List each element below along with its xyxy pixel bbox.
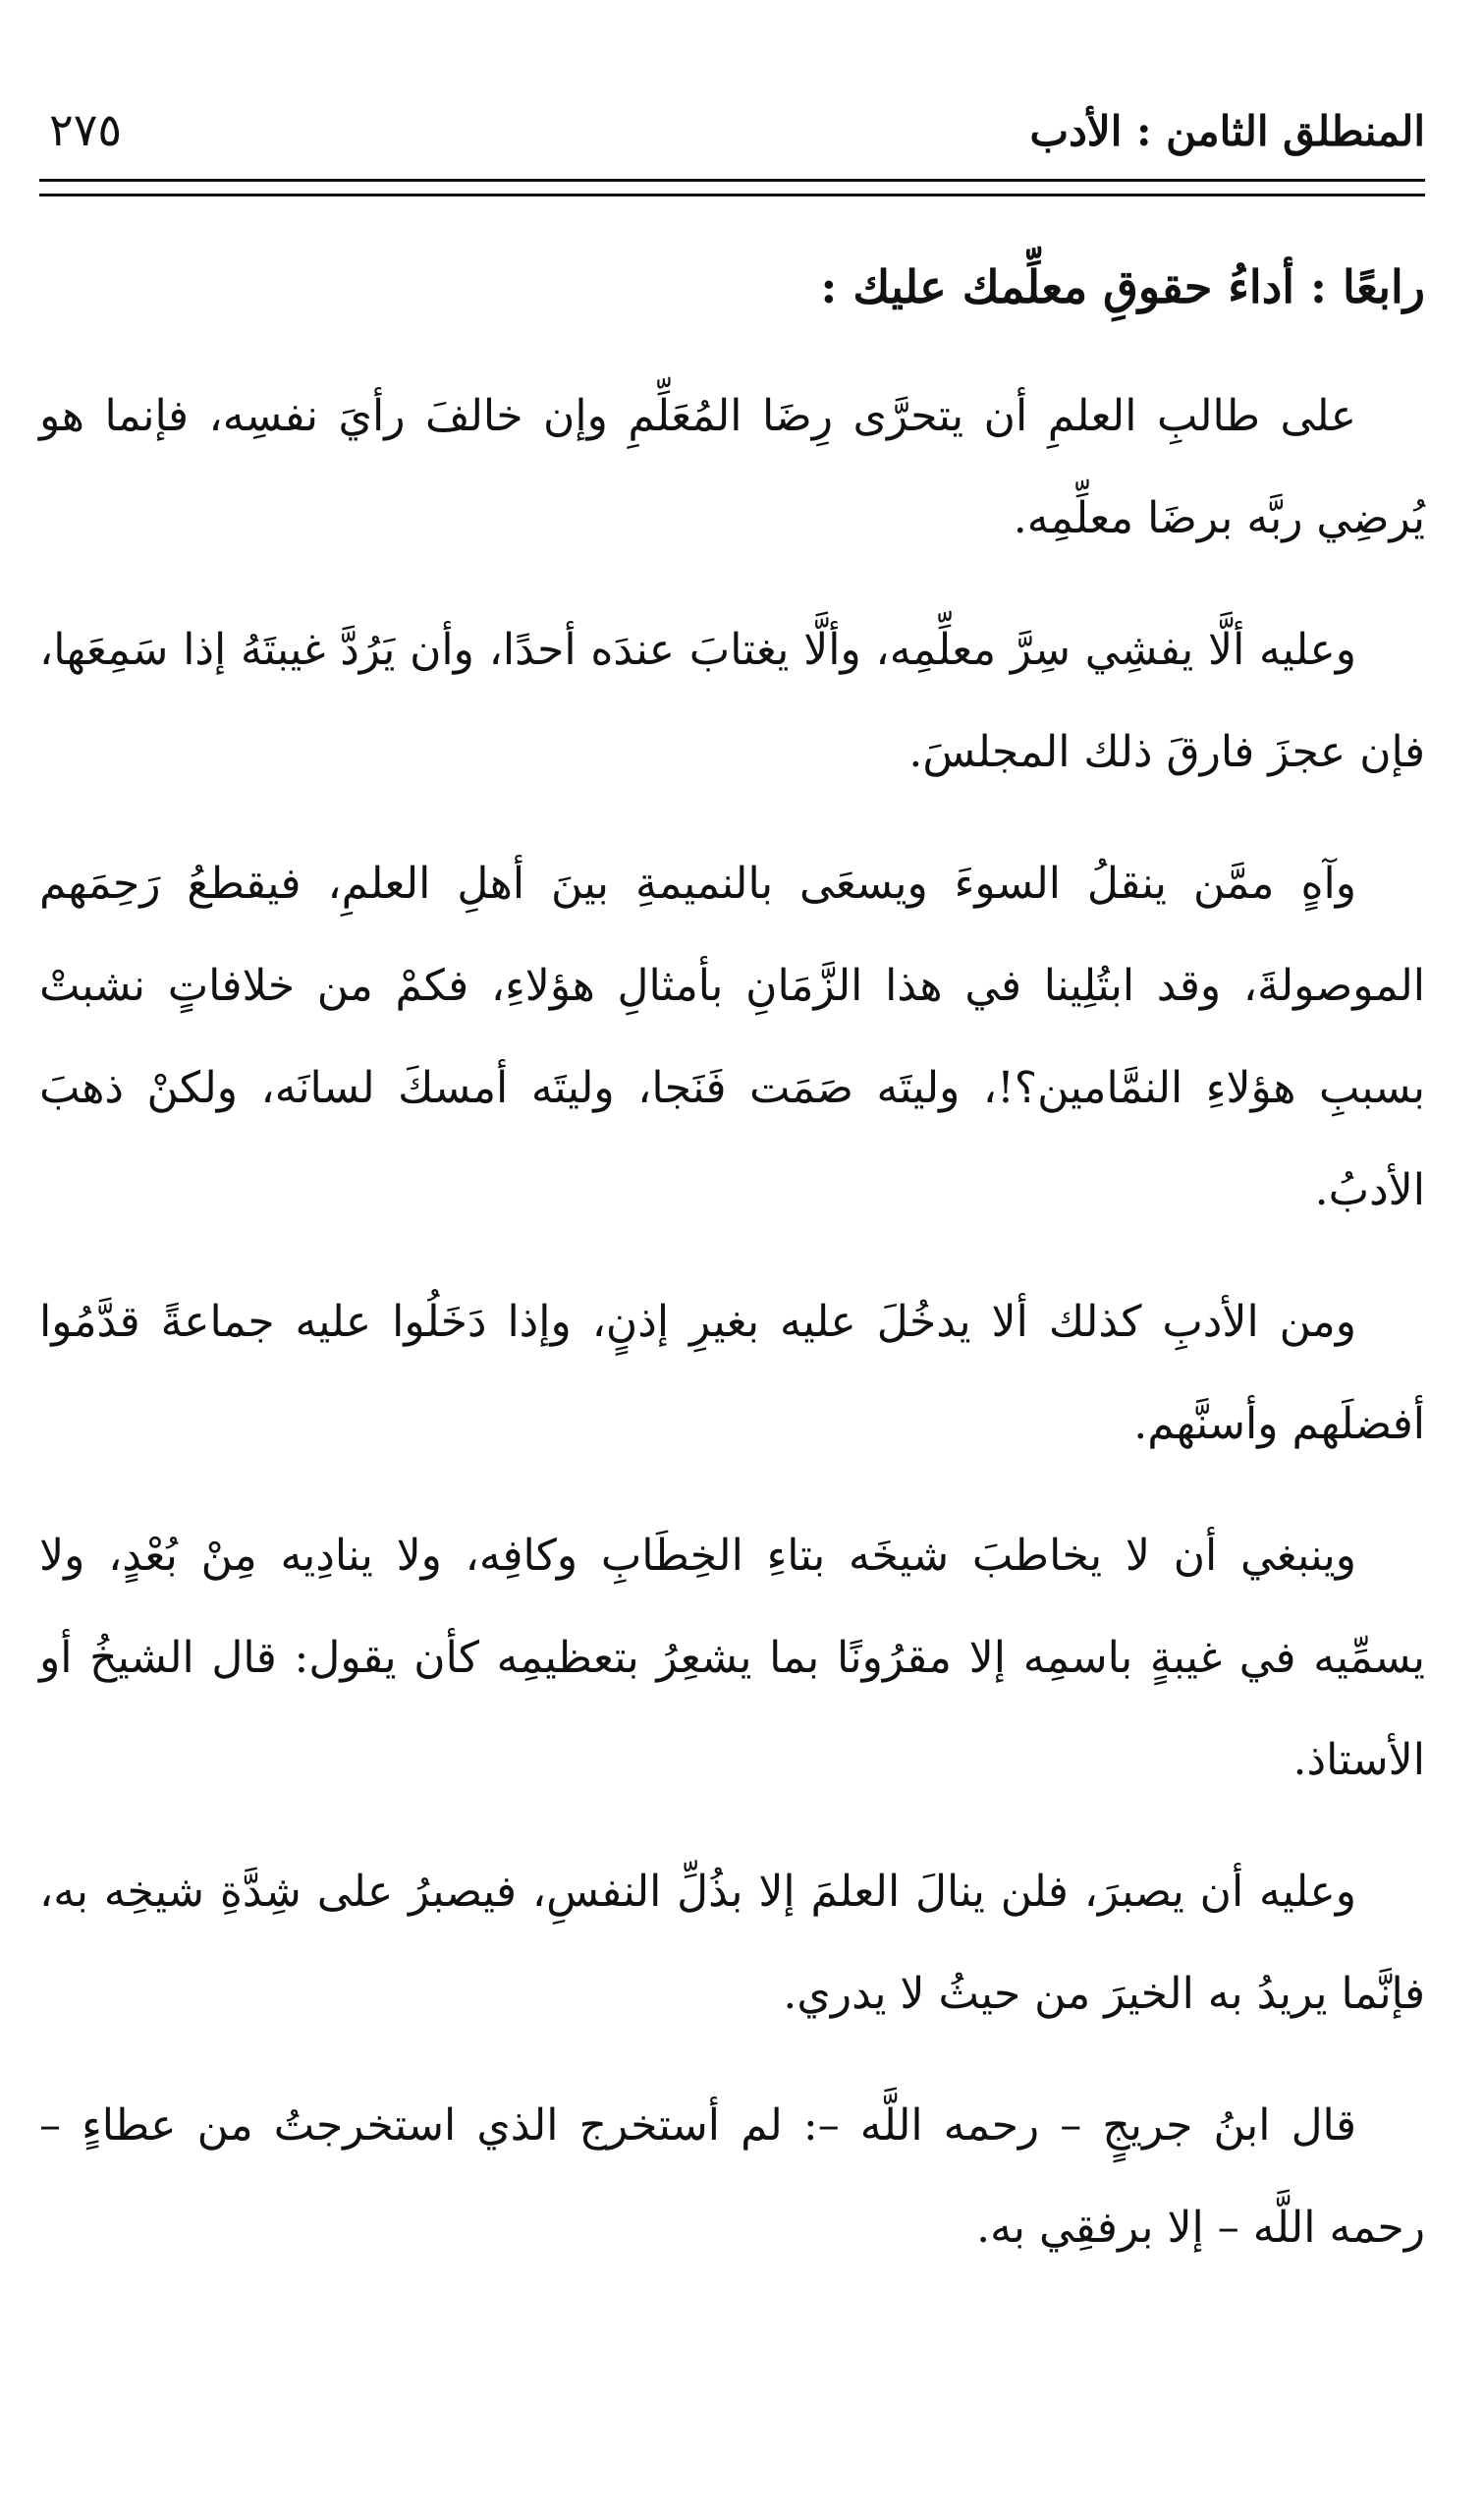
section-heading: رابعًا : أداءُ حقوقِ معلِّمك عليك : (820, 260, 1425, 313)
paragraph-6: وعليه أن يصبرَ، فلن ينالَ العلمَ إلا بذُلِّ النفسِ، فيصبرُ على شِدَّةِ شيخِه به، فإنَّما يريدُ به الخيرَ من حيثُ لا يدري. (39, 1867, 1425, 2020)
page-body (39, 255, 1425, 2309)
paragraph-4: ومن الأدبِ كذلك ألا يدخُلَ عليه بغيرِ إذنٍ، وإذا دَخَلُوا عليه جماعةً قدَّمُوا أفضلَهم وأسنَّهم. (39, 1297, 1425, 1450)
header-double-rule (39, 179, 1425, 196)
paragraph-5: وينبغي أن لا يخاطبَ شيخَه بتاءِ الخِطَابِ وكافِه، ولا ينادِيه مِنْ بُعْدٍ، ولا يسمِّيه في غيبةٍ باسمِه إلا مقرُونًا بما يشعِرُ بتعظيمِه كأن يقول: قال الشيخُ أو الأستاذ. (39, 1531, 1425, 1786)
paragraph-2: وعليه ألَّا يفشِي سِرَّ معلِّمِه، وألَّا يغتابَ عندَه أحدًا، وأن يَرُدَّ غيبتَهُ إذا سَمِعَها، فإن عجزَ فارقَ ذلك المجلسَ. (39, 625, 1425, 778)
paragraph-1: على طالبِ العلمِ أن يتحرَّى رِضَا المُعَلِّمِ وإن خالفَ رأيَ نفسِه، فإنما هو يُرضِي ربَّه برضَا معلِّمِه. (39, 391, 1425, 544)
page-number: ٢٧٥ (49, 103, 123, 156)
page-header (39, 84, 1425, 156)
paragraph-7: قال ابنُ جريجٍ – رحمه اللَّه –: لم أستخرج الذي استخرجتُ من عطاءٍ – رحمه اللَّه – إلا برفقِي به. (39, 2100, 1425, 2254)
running-title: المنطلق الثامن : الأدب (1029, 107, 1425, 155)
paragraph-3: وآهٍ ممَّن ينقلُ السوءَ ويسعَى بالنميمةِ بينَ أهلِ العلمِ، فيقطعُ رَحِمَهم الموصولةَ، وقد ابتُلِينا في هذا الزَّمَانِ بأمثالِ هؤلاءِ، فكمْ من خلافاتٍ نشبتْ بسببِ هؤلاءِ النمَّامين؟!، وليتَه صَمَت فَنَجا، وليتَه أمسكَ لسانَه، ولكنْ ذهبَ الأدبُ. (39, 859, 1425, 1216)
